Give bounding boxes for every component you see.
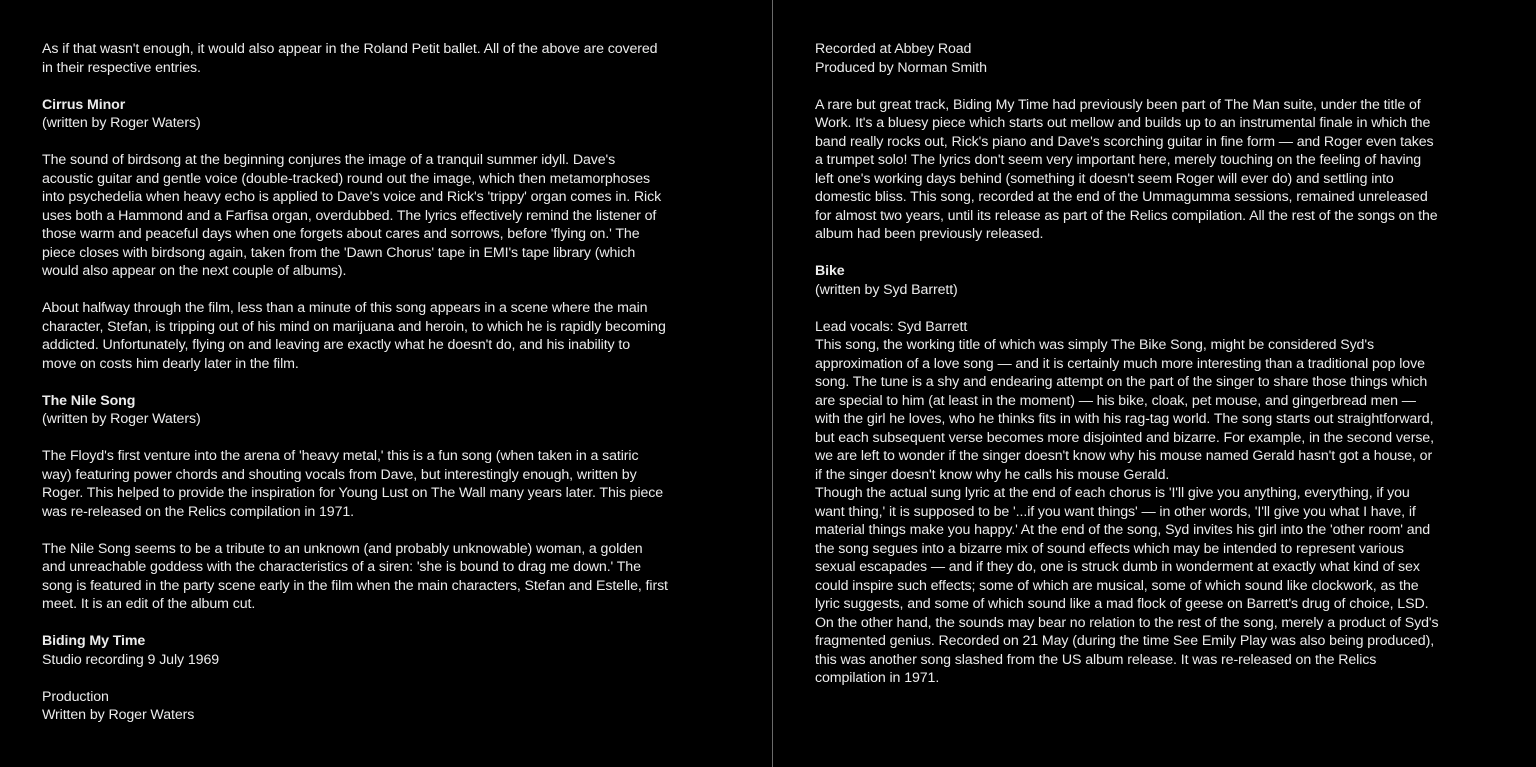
right-page (773, 0, 1536, 767)
biding-description: A rare but great track, Biding My Time had previously been part of The Man suite, under the title of Work. It's a bluesy piece which starts out mellow and builds up to an instrumental finale in which the band really rocks out, Rick's piano and Dave's scorching guitar in fine form — and Roger even takes a trumpet solo! The lyrics don't seem very important here, merely touching on the feeling of having left one's working days behind (something it doesn't seem Roger will ever do) and settling into domestic bliss. This song, recorded at the end of the Ummagumma sessions, remained unreleased for almost two years, until its release as part of the Relics compilation. All the rest of the songs on the album had been previously released. (815, 96, 1438, 242)
nile-song-paragraph-1: The Floyd's first venture into the arena of 'heavy metal,' this is a fun song (when taken in a satiric way) featuring power chords and shouting vocals from Dave, but interestingly enough, written by Roger. This helped to provide the inspiration for Young Lust on The Wall many years later. This piece was re-released on the Relics compilation in 1971. (42, 448, 664, 520)
bike-credit: (written by Syd Barrett) (815, 281, 958, 298)
biding-production-credit: Production Written by Roger Waters (42, 688, 195, 723)
right-column (815, 40, 1509, 688)
bike-paragraph-1: This song, the working title of which was simply The Bike Song, might be considered Syd's approximation of a love song — and it is certainly much more interesting than a traditional pop love song. The tune is a shy and endearing attempt on the part of the singer to share those things which are special to him (at least in the moment) — his bike, cloak, pet mouse, and gingerbread men — with the girl he loves, who he thinks fits in with his rag-tag world. The song starts out straightforward, but each subsequent verse becomes more disjointed and bizarre. For example, in the second verse, we are left to wonder if the singer doesn't know why his mouse named Gerald hasn't got a house, or if the singer doesn't know why he calls his mouse Gerald. (815, 337, 1434, 483)
biding-my-time-heading: Biding My Time (42, 633, 146, 649)
bike-lead-vocals: Lead vocals: Syd Barrett (815, 318, 968, 335)
cirrus-minor-paragraph-1: The sound of birdsong at the beginning conjures the image of a tranquil summer idyll. Dave's acoustic guitar and gentle voice (double-tracked) round out the image, which then metamorphoses into psychedelia when heavy echo is applied to Dave's voice and Rick's 'trippy' organ comes in. Rick uses both a Hammond and a Farfisa organ, overdubbed. The lyrics effectively remind the listener of those warm and peaceful days when one forgets about cares and sorrows, before 'flying on.' The piece closes with birdsong again, taken from the 'Dawn Chorus' tape in EMI's tape library (which would also appear on the next couple of albums). (42, 152, 662, 279)
nile-song-credit: (written by Roger Waters) (42, 411, 201, 427)
cirrus-minor-paragraph-2: About halfway through the film, less than a minute of this song appears in a scene where the main character, Stefan, is tripping out of his mind on marijuana and heroin, to which he is rapidly becoming addicted. Unfortunately, flying on and leaving are exactly what he doesn't do, and his inability to move on costs him dearly later in the film. (42, 300, 666, 372)
left-column (42, 40, 742, 725)
recording-info: Recorded at Abbey Road Produced by Norman Smith (815, 41, 987, 76)
nile-song-paragraph-2: The Nile Song seems to be a tribute to an unknown (and probably unknowable) woman, a golden and unreachable goddess with the characteristics of a siren: 'she is bound to drag me down.' The song is featured in the party scene early in the film when the main characters, Stefan and Estelle, first meet. It is an edit of the album cut. (42, 540, 668, 612)
biding-studio-recording: Studio recording 9 July 1969 (42, 651, 220, 668)
cirrus-minor-heading: Cirrus Minor (42, 96, 126, 113)
intro-paragraph: As if that wasn't enough, it would also appear in the Roland Petit ballet. All of the above are covered in their respective entries. (42, 41, 658, 76)
nile-song-heading: The Nile Song (42, 392, 136, 409)
cirrus-minor-credit: (written by Roger Waters) (42, 115, 201, 131)
bike-heading: Bike (815, 263, 845, 279)
bike-paragraph-2: Though the actual sung lyric at the end of each chorus is 'I'll give you anything, everything, if you want thing,' it is supposed to be '...if you want things' — in other words, 'I'll give you what I have, if material things make you happy.' At the end of the song, Syd invites his girl into the 'other room' and the song segues into a bizarre mix of sound effects which may be intended to represent various sexual escapades — and if they do, one is struck dumb in wonderment at exactly what kind of sex could inspire such effects; some of which are musical, some of which sound like clockwork, as the lyric suggests, and some of which sound like a mad flock of geese on Barrett's drug of choice, LSD. On the other hand, the sounds may bear no relation to the rest of the song, merely a product of Syd's fragmented genius. Recorded on 21 May (during the time See Emily Play was also being produced), this was another song slashed from the US album release. It was re-released on the Relics compilation in 1971. (815, 485, 1439, 686)
